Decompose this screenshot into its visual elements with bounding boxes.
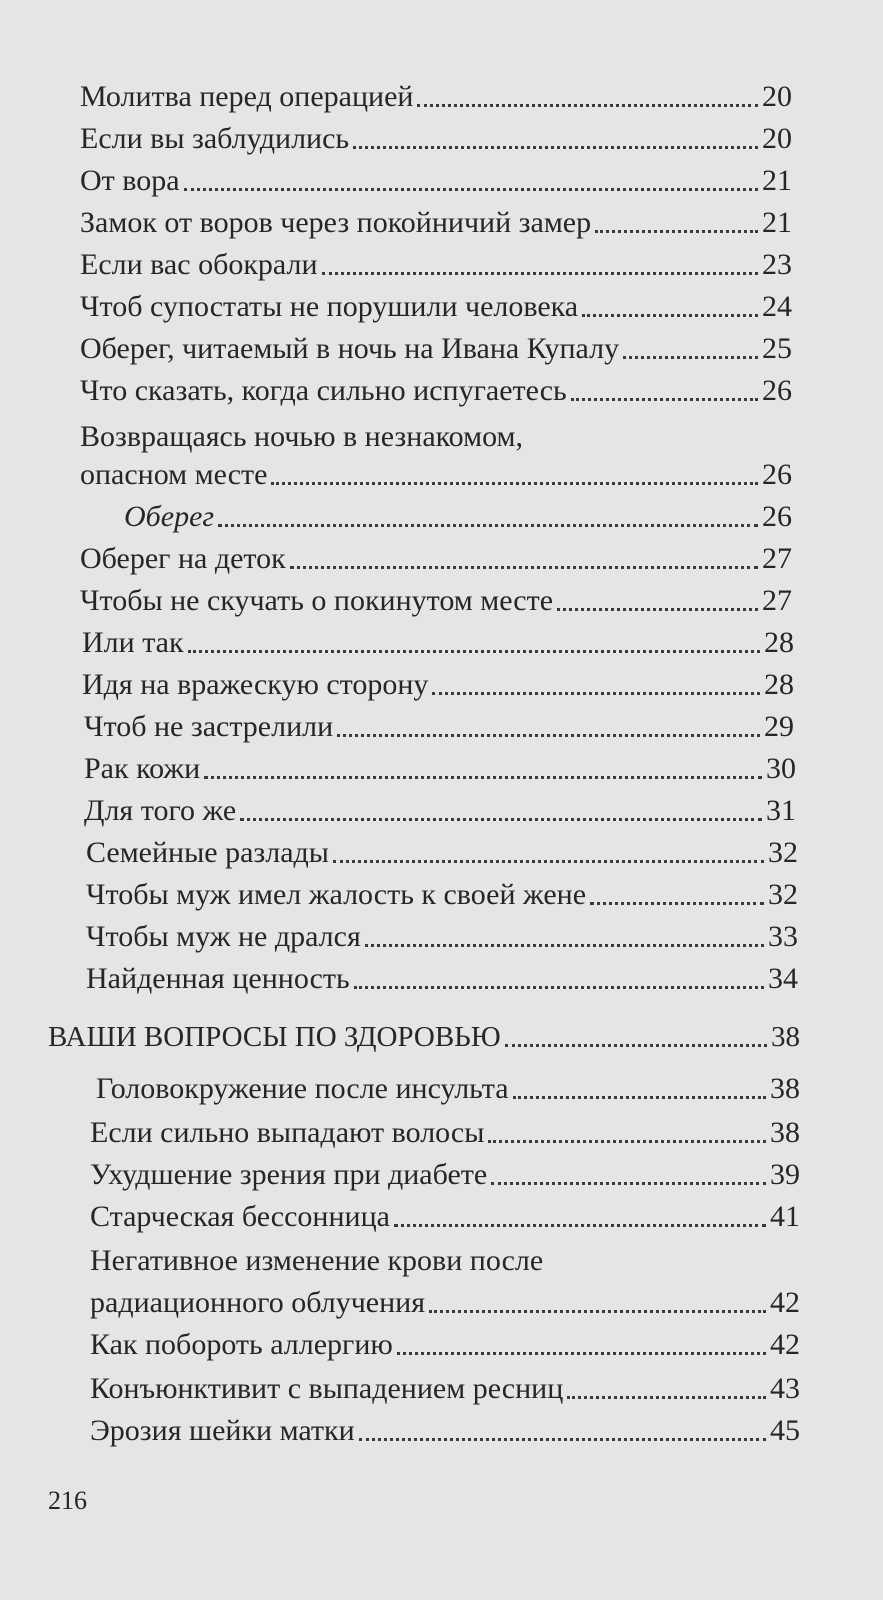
toc-entry (86, 962, 798, 996)
toc-entry-page: 30 (766, 752, 796, 785)
toc-entry-title-line1: Возвращаясь ночью в незнакомом, (80, 420, 524, 453)
toc-entry-page: 20 (762, 122, 792, 155)
dot-leader (290, 566, 758, 569)
toc-entry-title: Чтобы не скучать о покинутом месте (80, 584, 554, 617)
toc-entry (86, 836, 798, 870)
toc-entry-title: Семейные разлады (86, 836, 329, 869)
toc-entry-title: Ухудшение зрения при диабете (90, 1158, 488, 1191)
dot-leader (188, 650, 760, 653)
toc-entry-title: Замок от воров через покойничий замер (80, 206, 592, 239)
dot-leader (337, 734, 760, 737)
toc-entry-page: 43 (770, 1372, 800, 1405)
dot-leader (623, 356, 758, 359)
toc-entry-page: 28 (764, 668, 794, 701)
toc-entry-title: Или так (82, 626, 184, 659)
page-number: 216 (48, 1486, 87, 1515)
toc-entry-page: 39 (770, 1158, 800, 1191)
toc-entry (80, 164, 792, 198)
toc-entry (84, 794, 796, 828)
toc-entry (90, 1158, 800, 1192)
dot-leader (365, 944, 764, 947)
toc-entry (90, 1116, 800, 1150)
dot-leader (397, 1352, 766, 1355)
toc-entry (80, 122, 792, 156)
toc-entry (86, 920, 798, 954)
toc-entry (82, 668, 794, 702)
dot-leader (557, 608, 758, 611)
toc-entry (80, 332, 792, 366)
toc-entry (80, 374, 792, 408)
toc-entry (90, 1414, 800, 1448)
toc-entry-title: Если сильно выпадают волосы (90, 1116, 485, 1149)
toc-entry-page: 28 (764, 626, 794, 659)
dot-leader (590, 902, 764, 905)
toc-entry (84, 710, 794, 744)
toc-entry-title: опасном месте (80, 458, 268, 491)
toc-entry-title: От вора (80, 164, 180, 197)
dot-leader (417, 104, 758, 107)
toc-entry-page: 32 (768, 878, 798, 911)
dot-leader (204, 776, 762, 779)
toc-entry-page: 38 (770, 1116, 800, 1149)
toc-entry (86, 878, 798, 912)
toc-entry-title: Оберег на деток (80, 542, 286, 575)
toc-entry-page: 23 (762, 248, 792, 281)
toc-entry-page: 26 (762, 458, 792, 491)
dot-leader (432, 692, 760, 695)
toc-entry-page: 31 (766, 794, 796, 827)
dot-leader (322, 272, 758, 275)
toc-entry-page: 26 (762, 374, 792, 407)
toc-entry-page: 32 (768, 836, 798, 869)
dot-leader (394, 1224, 766, 1227)
dot-leader (240, 818, 762, 821)
dot-leader (359, 1438, 766, 1441)
toc-entry (84, 752, 796, 786)
toc-entry-page: 25 (762, 332, 792, 365)
dot-leader (354, 986, 764, 989)
toc-entry-page: 38 (771, 1021, 800, 1053)
toc-entry-title: Если вас обокрали (80, 248, 318, 281)
toc-entry-title: Чтоб не застрелили (84, 710, 334, 743)
toc-entry (90, 1286, 800, 1320)
dot-leader (218, 524, 758, 527)
dot-leader (582, 314, 758, 317)
toc-entry-page: 26 (762, 500, 792, 533)
toc-entry-page: 42 (770, 1328, 800, 1361)
dot-leader (353, 146, 758, 149)
toc-entry-title: радиационного облучения (90, 1286, 426, 1319)
toc-entry (90, 1200, 800, 1234)
dot-leader (429, 1310, 766, 1313)
toc-entry-title: Найденная ценность (86, 962, 350, 995)
toc-entry-title: Что сказать, когда сильно испугаетесь (80, 374, 567, 407)
toc-entry-page: 29 (764, 710, 794, 743)
toc-entry-page: 33 (768, 920, 798, 953)
toc-entry (80, 206, 792, 240)
toc-entry-title: Для того же (84, 794, 237, 827)
toc-entry-title: Чтобы муж имел жалость к своей жене (86, 878, 587, 911)
toc-entry (90, 1328, 800, 1362)
toc-entry-title-line1: Негативное изменение крови после (90, 1244, 544, 1277)
toc-entry (80, 584, 792, 618)
toc-entry (80, 80, 792, 114)
toc-entry-title: Если вы заблудились (80, 122, 350, 155)
toc-entry (80, 542, 792, 576)
toc-entry-title: Конъюнктивит с выпадением ресниц (90, 1372, 564, 1405)
toc-entry-page: 21 (762, 206, 792, 239)
toc-entry-page: 41 (770, 1200, 800, 1233)
toc-entry-title: Рак кожи (84, 752, 201, 785)
dot-leader (184, 188, 758, 191)
toc-entry (96, 1072, 800, 1106)
toc-entry (82, 626, 794, 660)
toc-section-heading (48, 1020, 800, 1054)
dot-leader (595, 230, 758, 233)
toc-entry (80, 248, 792, 282)
toc-entry-page: 34 (768, 962, 798, 995)
toc-entry-page: 24 (762, 290, 792, 323)
toc-entry-title: Оберег (124, 500, 215, 533)
toc-entry-title: Идя на вражескую сторону (82, 668, 429, 701)
toc-section-title: ВАШИ ВОПРОСЫ ПО ЗДОРОВЬЮ (48, 1021, 501, 1053)
toc-entry-title: Чтоб супостаты не порушили человека (80, 290, 579, 323)
toc-entry-page: 27 (762, 542, 792, 575)
toc-entry-page: 42 (770, 1286, 800, 1319)
toc-entry-page: 21 (762, 164, 792, 197)
toc-entry-title: Головокружение после инсульта (96, 1072, 509, 1105)
toc-entry-title: Как побороть аллергию (90, 1328, 393, 1361)
toc-entry-title: Молитва перед операцией (80, 80, 414, 113)
dot-leader (513, 1096, 766, 1099)
toc-entry-page: 38 (770, 1072, 800, 1105)
toc-entry-sub (124, 500, 792, 534)
toc-entry-page: 27 (762, 584, 792, 617)
dot-leader (571, 398, 758, 401)
dot-leader (491, 1182, 766, 1185)
dot-leader (333, 860, 764, 863)
toc-entry (90, 1372, 800, 1406)
toc-entry-page: 45 (770, 1414, 800, 1447)
toc-entry (80, 458, 792, 492)
toc-entry-title: Чтобы муж не дрался (86, 920, 361, 953)
toc-entry-title: Оберег, читаемый в ночь на Ивана Купалу (80, 332, 620, 365)
toc-entry-title: Старческая бессонница (90, 1200, 390, 1233)
dot-leader (488, 1140, 766, 1143)
toc-entry-page: 20 (762, 80, 792, 113)
toc-entry (80, 290, 792, 324)
dot-leader (567, 1396, 766, 1399)
toc-entry-title: Эрозия шейки матки (90, 1414, 355, 1447)
dot-leader (271, 482, 758, 485)
dot-leader (505, 1044, 767, 1047)
